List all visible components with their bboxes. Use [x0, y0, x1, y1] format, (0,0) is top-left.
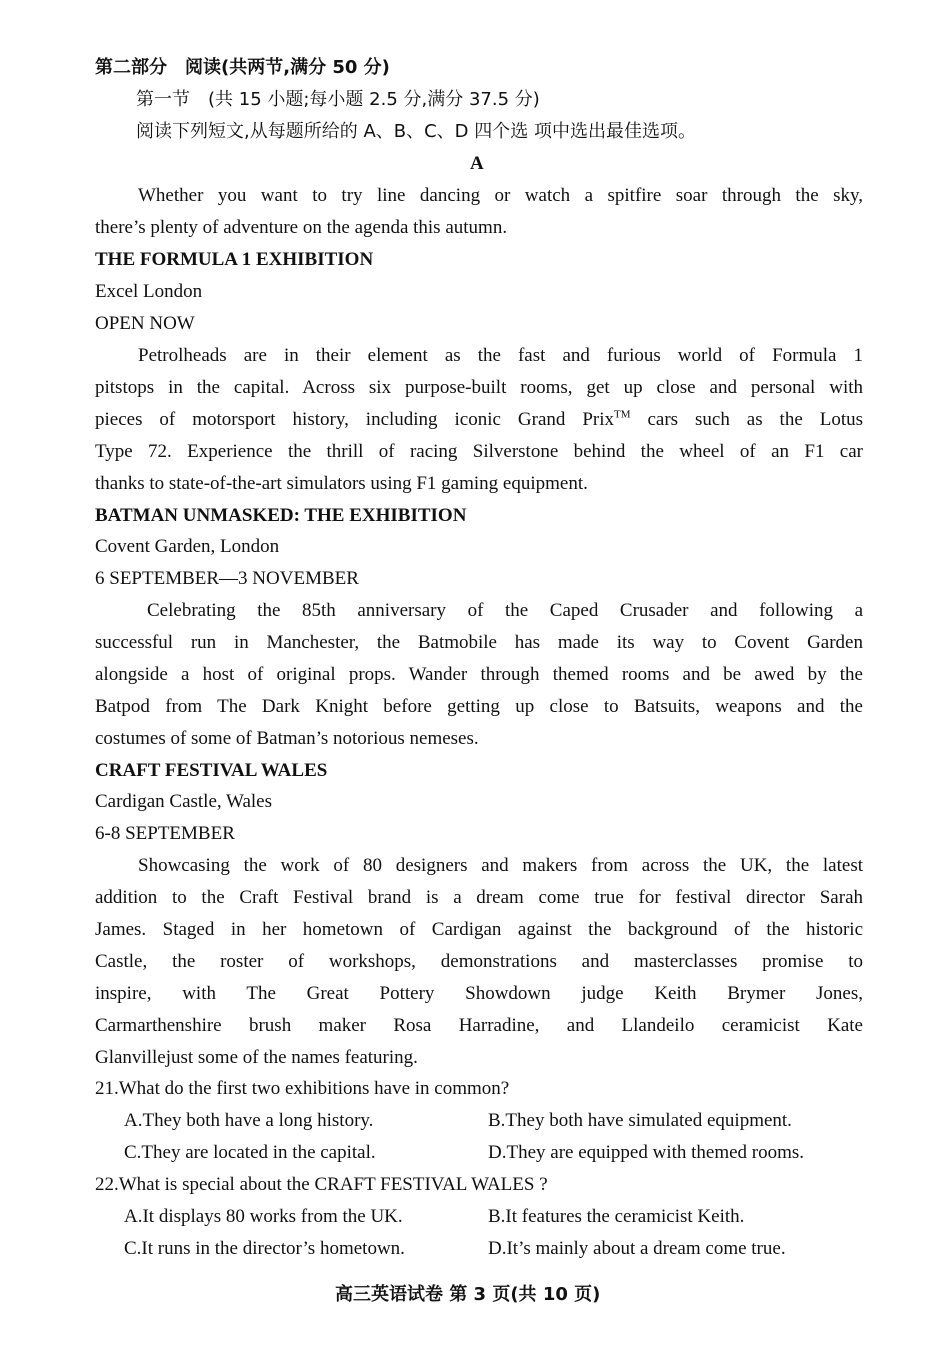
event-location-craft: Cardigan Castle, Wales [95, 791, 272, 812]
question-21-option-a[interactable]: A.They both have a long history. [124, 1110, 374, 1131]
paragraph-text: cars such as the Lotus [630, 409, 863, 430]
question-21-option-d[interactable]: D.They are equipped with themed rooms. [488, 1142, 805, 1163]
event-dates-craft: 6-8 SEPTEMBER [95, 823, 235, 844]
paragraph-line: Castle, the roster of workshops, demonstrations and masterclasses promise to [95, 951, 863, 972]
event-title-batman: BATMAN UNMASKED: THE EXHIBITION [95, 505, 467, 526]
event-dates-batman: 6 SEPTEMBER—3 NOVEMBER [95, 568, 359, 589]
event-location-batman: Covent Garden, London [95, 536, 280, 557]
section-title: 第一节 (共 15 小题;每小题 2.5 分,满分 37.5 分) [136, 89, 540, 110]
paragraph-line: Batpod from The Dark Knight before getting up close to Batsuits, weapons and the [95, 696, 863, 717]
intro-line-2: there’s plenty of adventure on the agenda this autumn. [95, 217, 508, 238]
paragraph-line: Showcasing the work of 80 designers and makers from across the UK, the latest [138, 855, 863, 876]
question-21-option-b[interactable]: B.They both have simulated equipment. [488, 1110, 792, 1131]
paragraph-line: alongside a host of original props. Wander through themed rooms and be awed by the [95, 664, 863, 685]
passage-label: A [470, 153, 484, 174]
event-title-craft: CRAFT FESTIVAL WALES [95, 760, 328, 781]
paragraph-line: Petrolheads are in their element as the fast and furious world of Formula 1 [138, 345, 863, 366]
paragraph-line: successful run in Manchester, the Batmobile has made its way to Covent Garden [95, 632, 863, 653]
part-title: 第二部分 阅读(共两节,满分 50 分) [95, 57, 390, 78]
page-footer: 高三英语试卷 第 3 页(共 10 页) [335, 1284, 601, 1305]
paragraph-line: thanks to state-of-the-art simulators using F1 gaming equipment. [95, 473, 588, 494]
question-22-option-c[interactable]: C.It runs in the director’s hometown. [124, 1238, 405, 1259]
paragraph-line: costumes of some of Batman’s notorious nemeses. [95, 728, 479, 749]
instruction-text: 阅读下列短文,从每题所给的 A、B、C、D 四个选 项中选出最佳选项。 [136, 121, 696, 142]
paragraph-line: Type 72. Experience the thrill of racing Silverstone behind the wheel of an F1 car [95, 441, 863, 462]
paragraph-line: Celebrating the 85th anniversary of the Caped Crusader and following a [147, 600, 863, 621]
question-21-option-c[interactable]: C.They are located in the capital. [124, 1142, 376, 1163]
paragraph-line: James. Staged in her hometown of Cardigan against the background of the historic [95, 919, 863, 940]
question-22-stem: 22.What is special about the CRAFT FESTIVAL WALES ? [95, 1174, 548, 1195]
question-22-option-b[interactable]: B.It features the ceramicist Keith. [488, 1206, 745, 1227]
paragraph-line: inspire, with The Great Pottery Showdown judge Keith Brymer Jones, [95, 983, 863, 1004]
question-21-stem: 21.What do the first two exhibitions have in common? [95, 1078, 510, 1099]
event-location-formula1: Excel London [95, 281, 203, 302]
question-22-option-d[interactable]: D.It’s mainly about a dream come true. [488, 1238, 786, 1259]
paragraph-line: Carmarthenshire brush maker Rosa Harradine, and Llandeilo ceramicist Kate [95, 1015, 863, 1036]
event-title-formula1: THE FORMULA 1 EXHIBITION [95, 249, 374, 270]
paragraph-line: Glanvillejust some of the names featuring. [95, 1047, 418, 1068]
trademark-symbol: TM [614, 408, 631, 421]
paragraph-line: addition to the Craft Festival brand is a dream come true for festival director Sarah [95, 887, 863, 908]
intro-line-1: Whether you want to try line dancing or watch a spitfire soar through the sky, [138, 185, 863, 206]
paragraph-text: pieces of motorsport history, including iconic Grand Prix [95, 409, 614, 430]
paragraph-line-with-trademark [95, 408, 863, 432]
paragraph-line: pitstops in the capital. Across six purpose-built rooms, get up close and personal with [95, 377, 863, 398]
question-22-option-a[interactable]: A.It displays 80 works from the UK. [124, 1206, 403, 1227]
event-dates-formula1: OPEN NOW [95, 313, 195, 334]
